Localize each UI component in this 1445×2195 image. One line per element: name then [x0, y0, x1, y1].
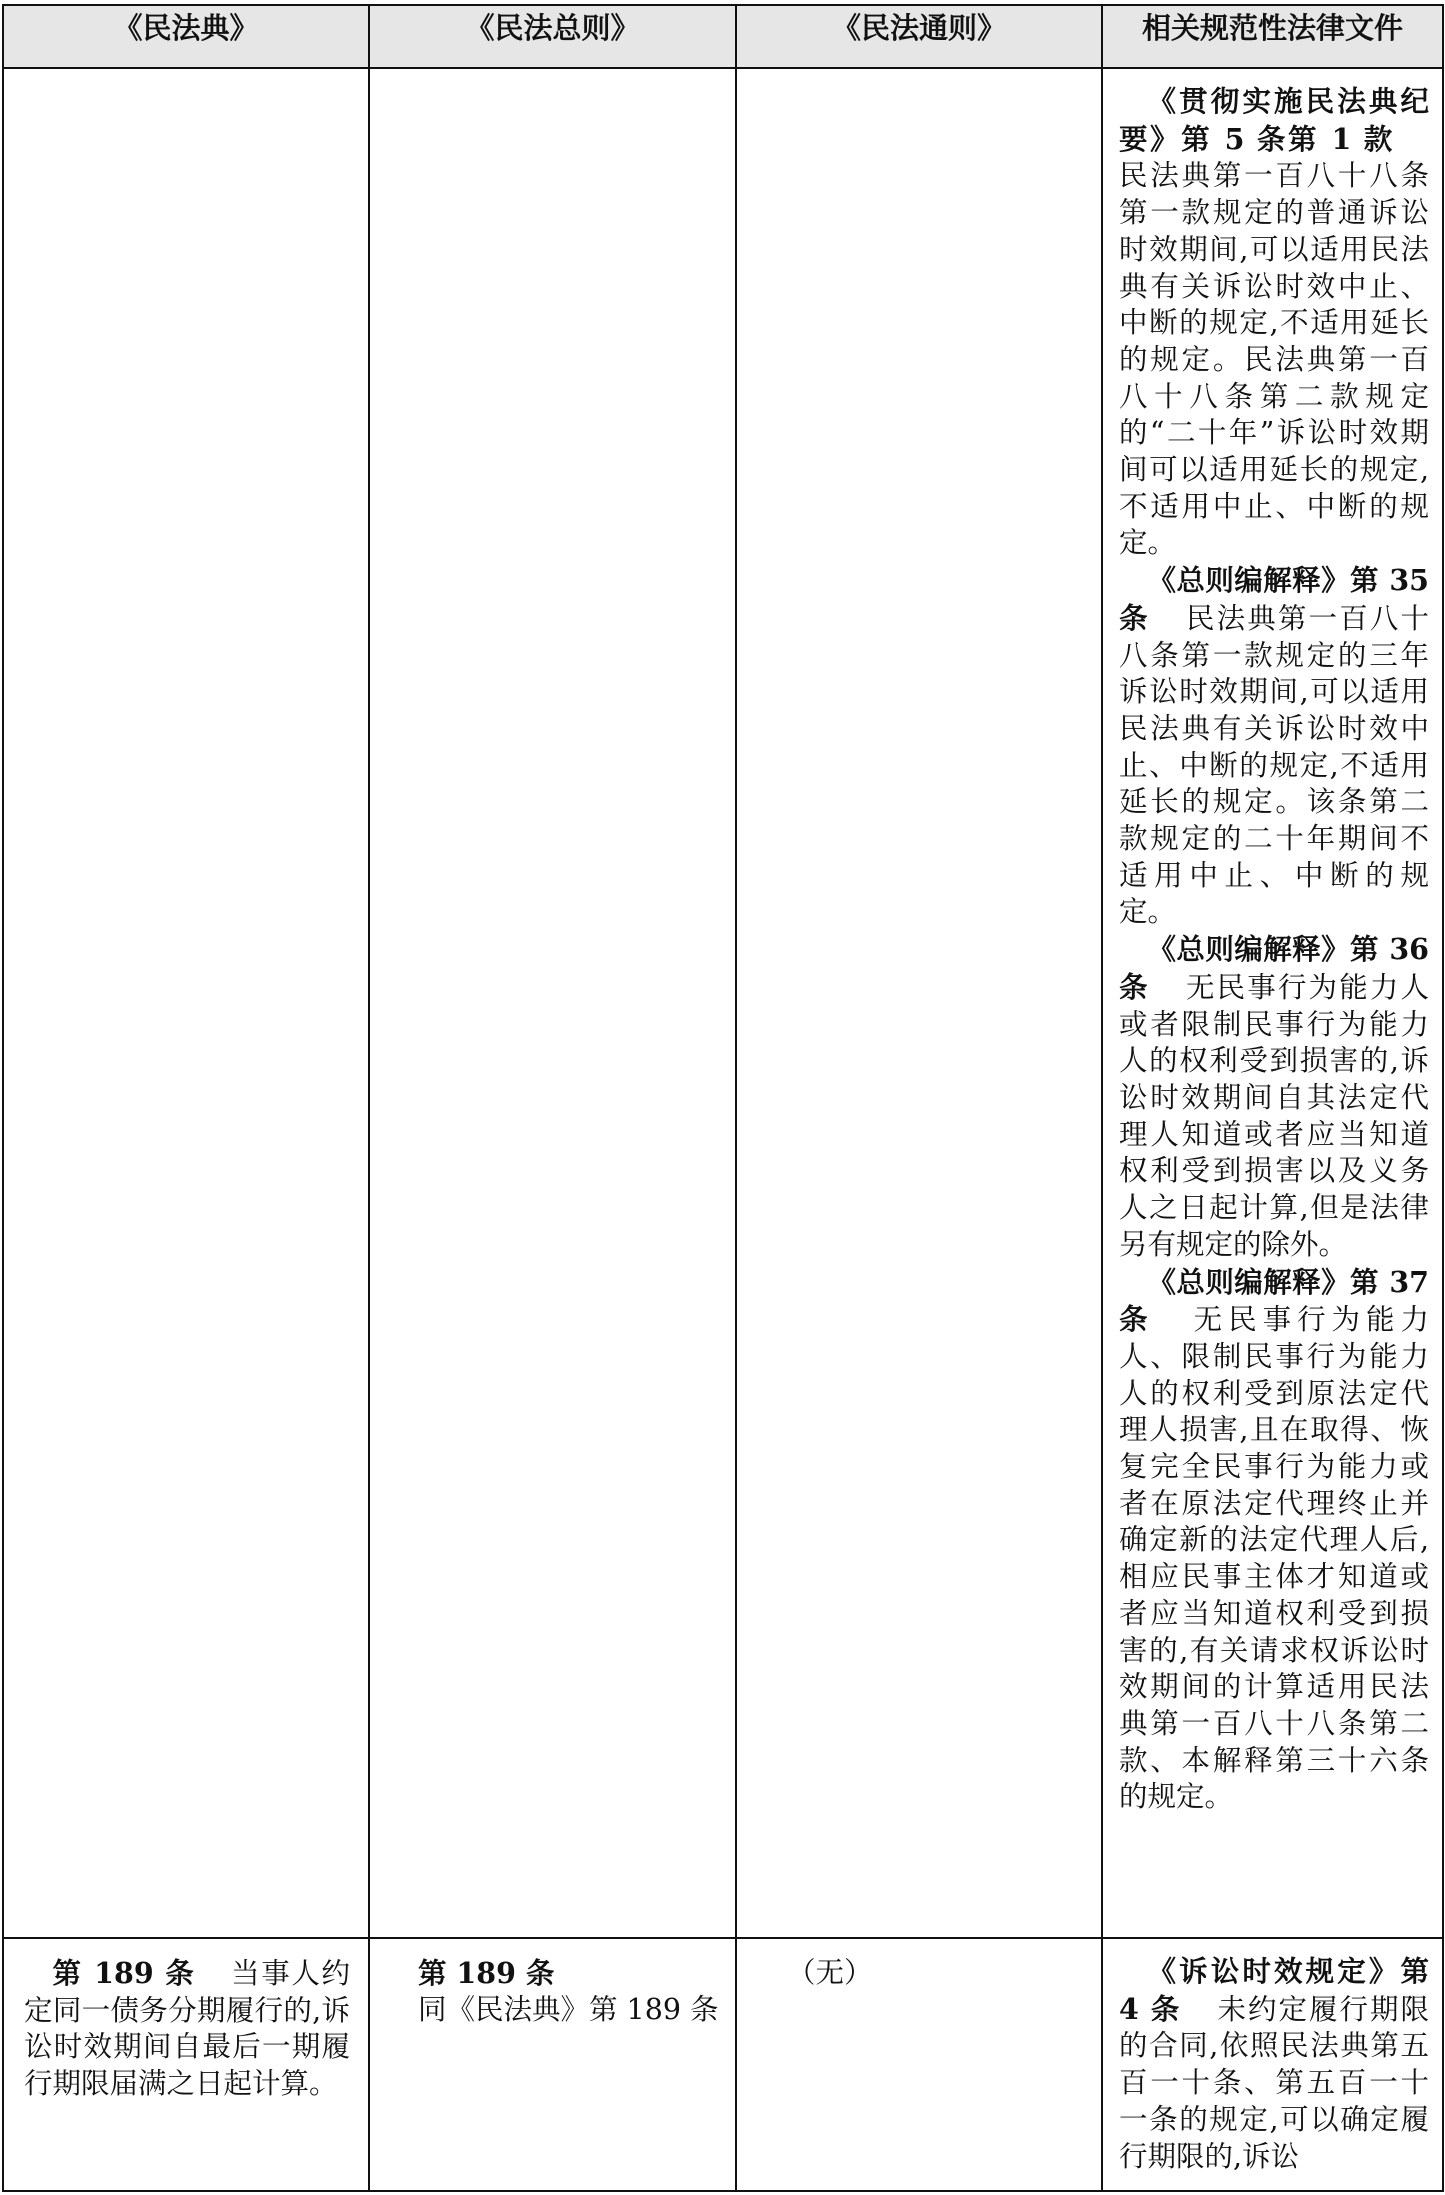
provision-paragraph	[1119, 1953, 1429, 2175]
article-text: （无）	[787, 1956, 873, 1989]
provision-text: 未约定履行期限的合同,依照民法典第五百一十条、第五百一十一条的规定,可以确定履行期限的,诉讼	[1119, 1992, 1429, 2173]
provision-paragraph	[1119, 83, 1429, 562]
provision-text: 无民事行为能力人或者限制民事行为能力人的权利受到损害的,诉讼时效期间自其法定代理人知道或者应当知道权利受到损害以及义务人之日起计算,但是法律另有规定的除外。	[1119, 970, 1429, 1261]
header-row	[3, 5, 1443, 68]
empty-cell-civil-code	[3, 68, 369, 1938]
header-general-provisions: 《民法总则》	[369, 5, 736, 68]
article-paragraph	[24, 1955, 350, 2103]
provision-paragraph	[1119, 931, 1429, 1263]
law-comparison-table	[2, 4, 1444, 2192]
civil-code-article-cell	[3, 1938, 369, 2191]
provision-text: 无民事行为能力人、限制民事行为能力人的权利受到原法定代理人损害,且在取得、恢复完全民事行为能力或者在原法定代理终止并确定新的法定代理人后,相应民事主体才知道或者应当知道权利受到损害的,有关请求权诉讼时效期间的计算适用民法典第一百八十八条第二款、本解释第三十六条的规定。	[1119, 1303, 1429, 1814]
empty-cell-general-principles	[736, 68, 1102, 1938]
table-row	[3, 68, 1443, 1938]
provision-ref: 《贯彻实施民法典纪要》第 5 条第 1 款	[1119, 84, 1429, 156]
header-general-principles: 《民法通则》	[736, 5, 1102, 68]
provision-ref: 《总则编解释》第 36 条	[1119, 932, 1429, 1004]
article-text: 当事人约定同一债务分期履行的,诉讼时效期间自最后一期履行期限届满之日起计算。	[24, 1957, 350, 2101]
article-ref: 第 189 条	[418, 1956, 555, 1990]
general-principles-article-cell	[736, 1938, 1102, 2191]
provision-paragraph	[1119, 1264, 1429, 1817]
provision-text: 民法典第一百八十八条第一款规定的普通诉讼时效期间,可以适用民法典有关诉讼时效中止、中断的规定,不适用延长的规定。民法典第一百八十八条第二款规定的“二十年”诉讼时效期间可以适用延长的规定,不适用中止、中断的规定。	[1119, 159, 1429, 560]
header-related-documents: 相关规范性法律文件	[1102, 5, 1443, 68]
related-documents-cell	[1102, 68, 1443, 1938]
table-row	[3, 1938, 1443, 2191]
provision-paragraph	[1119, 562, 1429, 931]
article-text: 同《民法典》第 189 条	[418, 1992, 719, 2026]
provision-ref: 《总则编解释》第 37 条	[1119, 1264, 1429, 1337]
empty-cell-general-provisions	[369, 68, 736, 1938]
provision-text: 民法典第一百八十八条第一款规定的三年诉讼时效期间,可以适用民法典有关诉讼时效中止、中断的规定,不适用延长的规定。该条第二款规定的二十年期间不适用中止、中断的规定。	[1119, 601, 1429, 929]
provision-ref: 《诉讼时效规定》第 4 条	[1119, 1954, 1429, 2026]
provision-ref: 《总则编解释》第 35 条	[1119, 563, 1429, 635]
related-documents-cell	[1102, 1938, 1443, 2191]
header-civil-code: 《民法典》	[3, 5, 369, 68]
general-provisions-article-cell	[369, 1938, 736, 2191]
article-ref: 第 189 条	[52, 1956, 196, 1990]
